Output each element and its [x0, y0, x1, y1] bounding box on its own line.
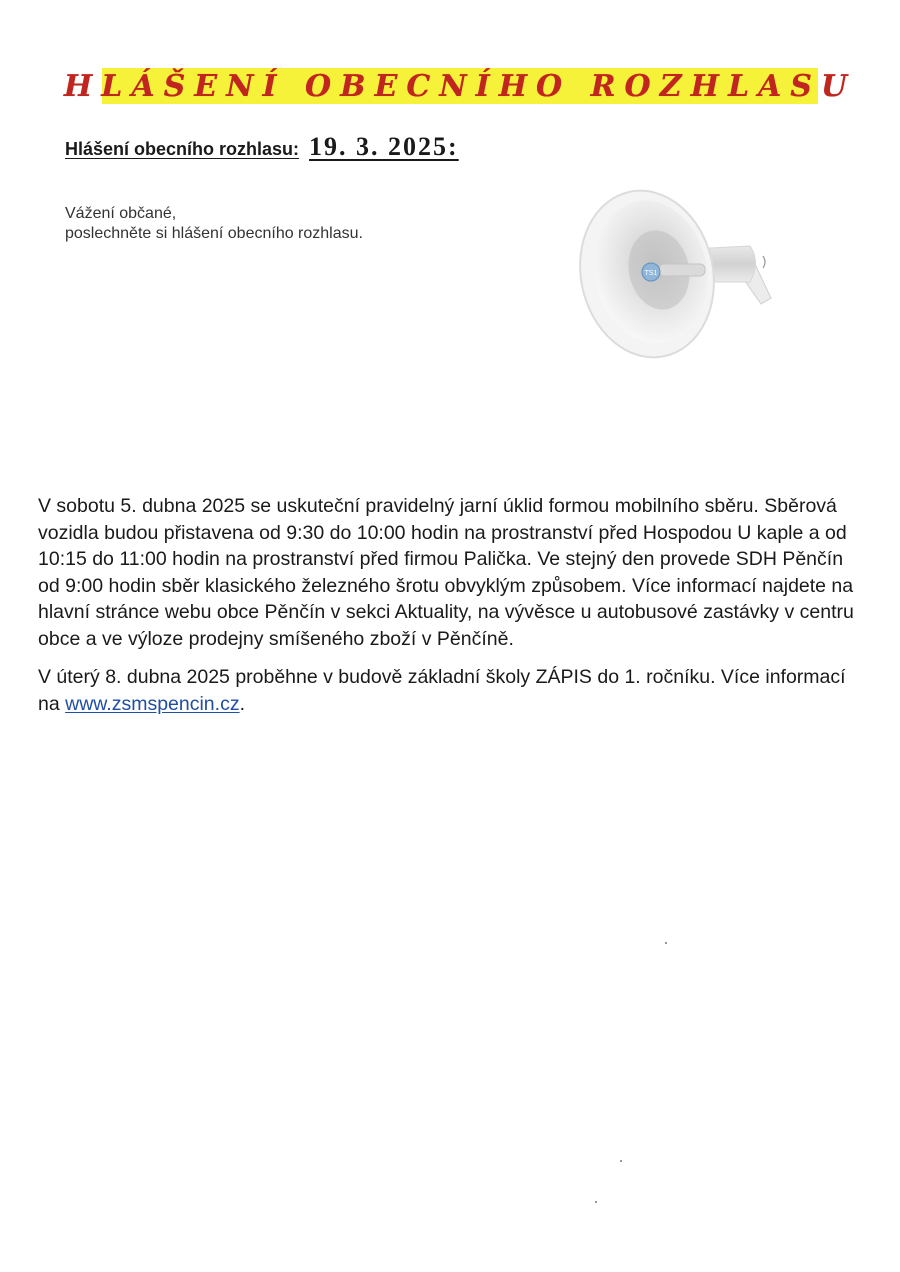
announcement-body — [38, 493, 868, 729]
announcement-heading — [65, 132, 459, 162]
announcement-paragraph-1: V sobotu 5. dubna 2025 se uskuteční pravidelný jarní úklid formou mobilního sběru. Sběrová vozidla budou přistavena od 9:30 do 10:00 hodin na prostranství před Hospodou U kaple a od 10:15 do 11:00 hodin na prostranství před firmou Palička. Ve stejný den provede SDH Pěnčín od 9:00 hodin sběr klasického železného šrotu obvyklým způsobem. Více informací najdete na hlavní stránce webu obce Pěnčín v sekci Aktuality, na vývěsce u autobusové zastávky v centru obce a ve výloze prodejny smíšeného zboží v Pěnčíně. — [38, 495, 854, 650]
announcement-date: 19. 3. 2025: — [309, 132, 459, 161]
greeting-line-2: poslechněte si hlášení obecního rozhlasu. — [65, 225, 363, 242]
greeting — [65, 204, 363, 244]
greeting-line-1: Vážení občané, — [65, 205, 177, 222]
scan-speck — [595, 1201, 597, 1203]
page-title: HLÁŠENÍ OBECNÍHO ROZHLASU — [63, 68, 857, 104]
paragraph-2-text: V úterý 8. dubna 2025 proběhne v budově základní školy ZÁPIS do 1. ročníku. Více informací na — [38, 666, 846, 715]
paragraph-2-end: . — [239, 692, 245, 715]
school-website-link[interactable]: www.zsmspencin.cz — [65, 692, 240, 715]
megaphone-icon — [575, 186, 790, 362]
scan-speck — [665, 942, 667, 944]
megaphone-badge: TS1 — [644, 270, 658, 277]
header-banner — [63, 68, 857, 104]
announcement-heading-label: Hlášení obecního rozhlasu: — [65, 139, 300, 159]
announcement-paragraph-2 — [38, 664, 868, 717]
scan-speck — [620, 1160, 622, 1162]
